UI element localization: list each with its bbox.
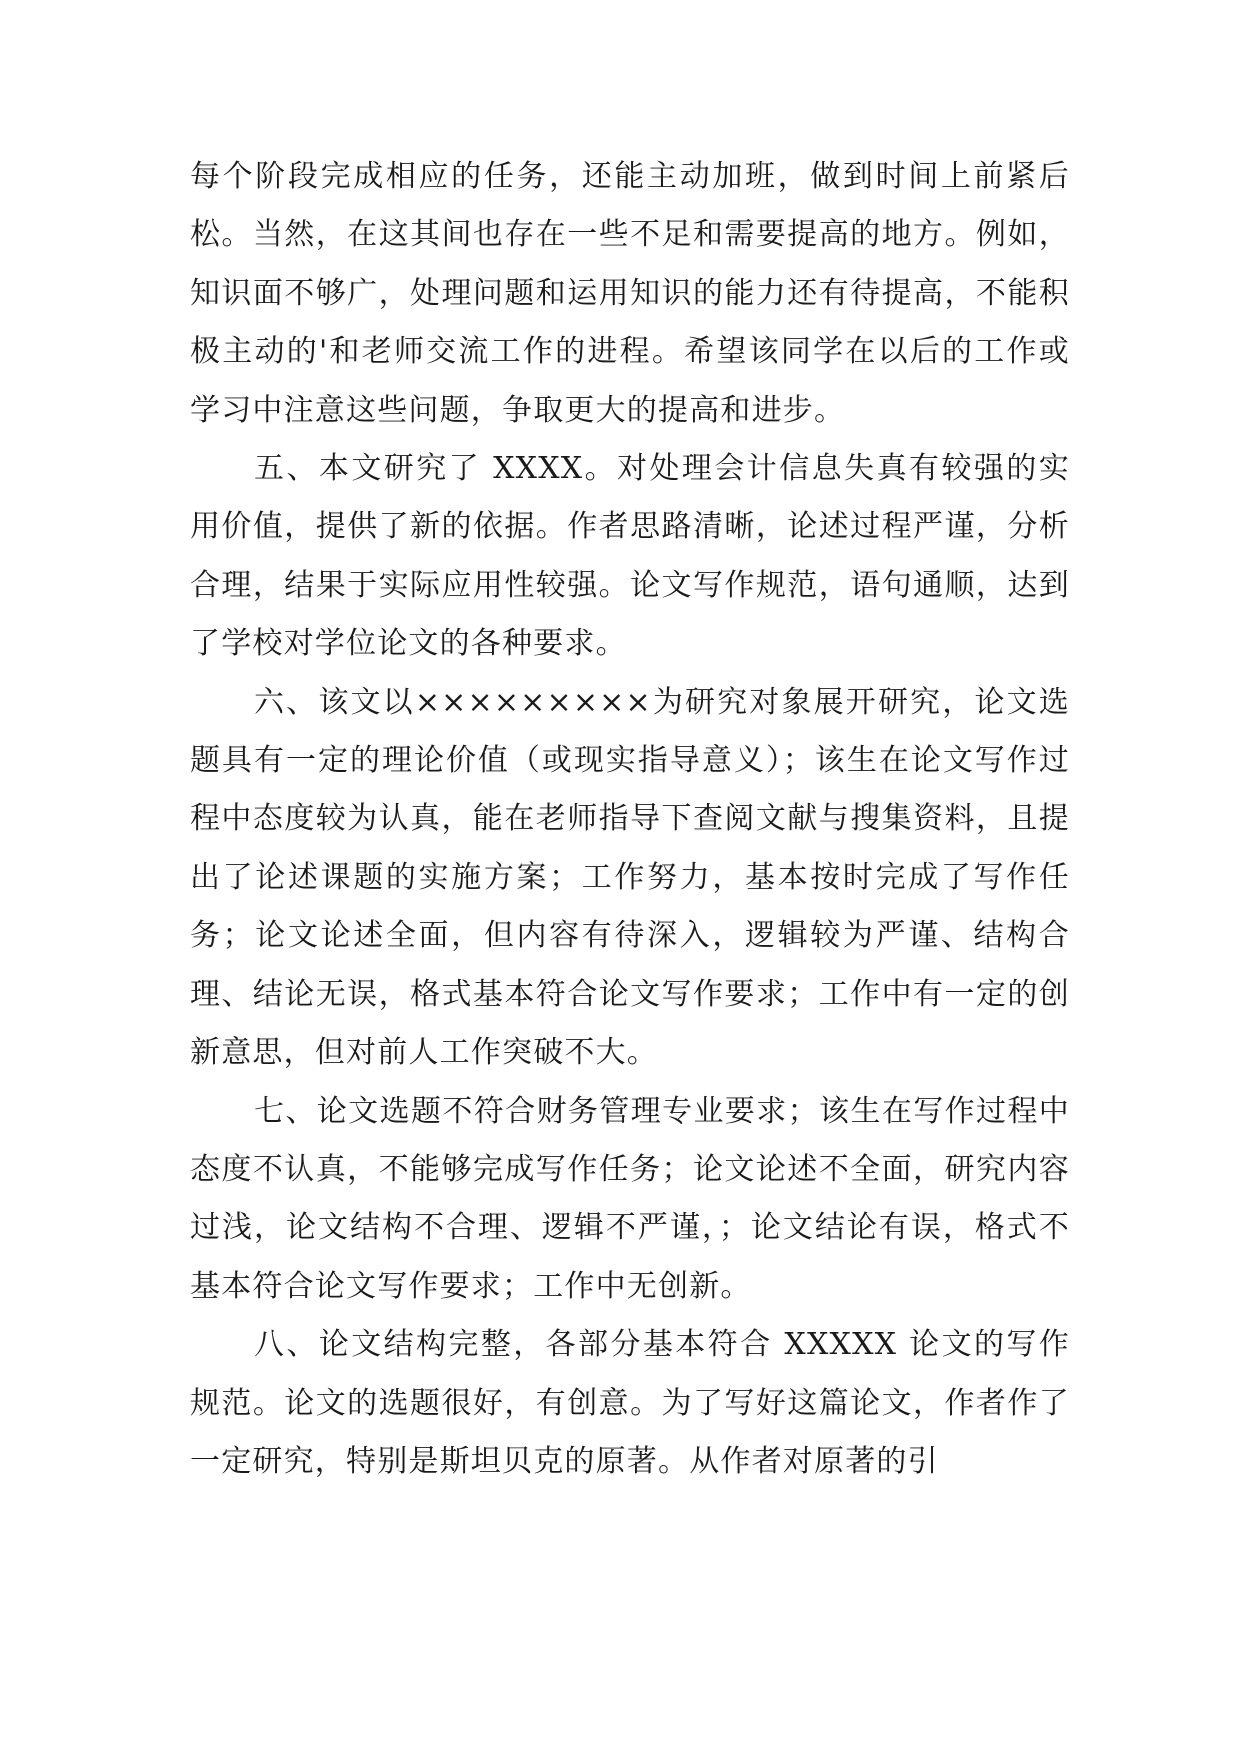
paragraph-item-7: 七、论文选题不符合财务管理专业要求；该生在写作过程中态度不认真，不能够完成写作任务；论文论述不全面，研究内容过浅，论文结构不合理、逻辑不严谨，；论文结论有误，格式不基本符合论文写作要求；工作中无创新。 xyxy=(190,1093,1070,1304)
paragraph-continuation: 每个阶段完成相应的任务，还能主动加班，做到时间上前紧后松。当然，在这其间也存在一些不足和需要提高的地方。例如，知识面不够广，处理问题和运用知识的能力还有待提高，不能积极主动的'和老师交流工作的进程。希望该同学在以后的工作或学习中注意这些问题，争取更大的提高和进步。 xyxy=(190,159,1070,428)
paragraph-item-6: 六、该文以×××××××××为研究对象展开研究，论文选题具有一定的理论价值（或现实指导意义）；该生在论文写作过程中态度较为认真，能在老师指导下查阅文献与搜集资料，且提出了论述课题的实施方案；工作努力，基本按时完成了写作任务；论文论述全面，但内容有待深入，逻辑较为严谨、结构合理、结论无误，格式基本符合论文写作要求；工作中有一定的创新意思，但对前人工作突破不大。 xyxy=(190,684,1070,1071)
paragraph-item-8: 八、论文结构完整，各部分基本符合 XXXXX 论文的写作规范。论文的选题很好，有创意。为了写好这篇论文，作者作了一定研究，特别是斯坦贝克的原著。从作者对原著的引 xyxy=(190,1327,1070,1479)
paragraph-item-5: 五、本文研究了 XXXX。对处理会计信息失真有较强的实用价值，提供了新的依据。作者思路清晰，论述过程严谨，分析合理，结果于实际应用性较强。论文写作规范，语句通顺，达到了学校对学位论文的各种要求。 xyxy=(190,451,1070,662)
document-body xyxy=(190,148,1070,1491)
